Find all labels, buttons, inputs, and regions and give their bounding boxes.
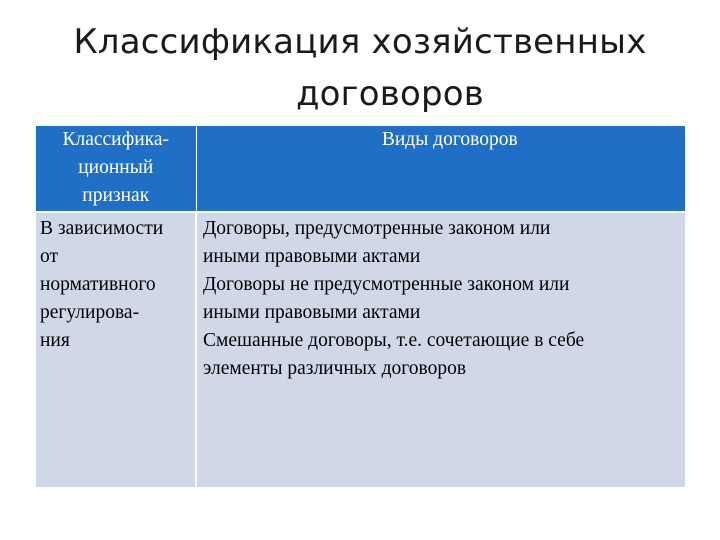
type-line: элементы различных договоров xyxy=(203,358,467,379)
classification-table xyxy=(36,126,685,487)
cell-contract-types xyxy=(196,212,685,487)
criterion-line: ния xyxy=(40,330,70,351)
type-line: иными правовыми актами xyxy=(203,302,421,323)
table-row xyxy=(36,212,685,487)
criterion-line: от xyxy=(40,246,59,267)
title-line-1: Классификация хозяйственных xyxy=(73,22,647,62)
criterion-line: нормативного xyxy=(40,274,156,295)
table-header-row xyxy=(36,126,685,212)
criterion-line: регулирова- xyxy=(40,302,140,323)
header-criterion-line: признак xyxy=(82,185,150,206)
type-line: Смешанные договоры, т.е. сочетающие в себе xyxy=(203,330,585,351)
header-criterion-line: Классифика- xyxy=(62,129,170,150)
type-line: Договоры, предусмотренные законом или xyxy=(203,218,551,239)
header-criterion xyxy=(36,126,196,212)
header-contract-types: Виды договоров xyxy=(196,126,685,212)
cell-criterion xyxy=(36,212,196,487)
type-line: иными правовыми актами xyxy=(203,246,421,267)
criterion-line: В зависимости xyxy=(40,218,164,239)
header-criterion-line: ционный xyxy=(78,157,154,178)
slide-title xyxy=(0,16,720,120)
type-line: Договоры не предусмотренные законом или xyxy=(203,274,570,295)
title-line-2: договоров xyxy=(295,74,485,114)
